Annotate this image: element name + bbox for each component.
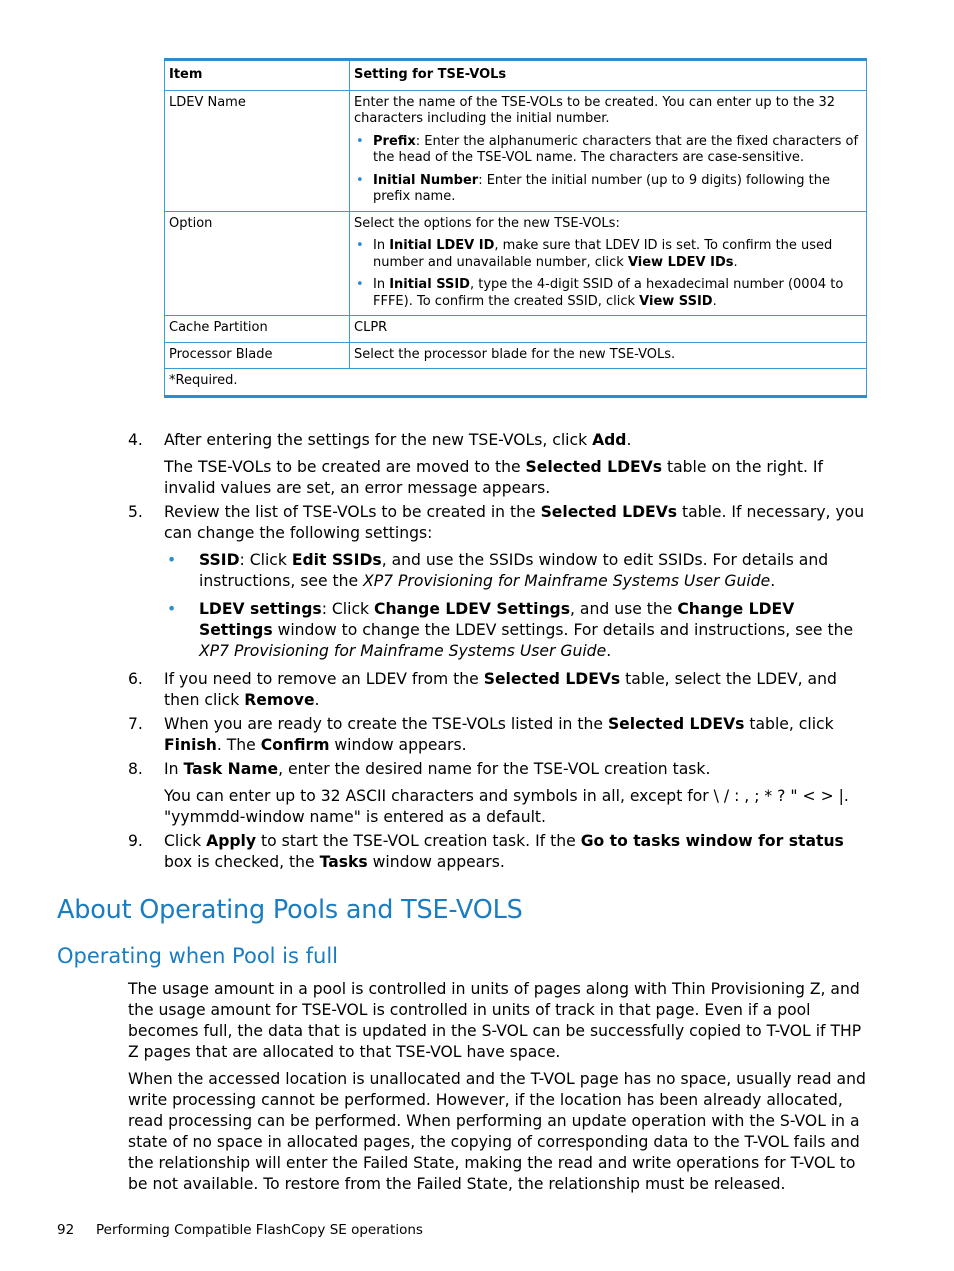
table-row — [165, 316, 867, 343]
list-item — [164, 550, 868, 592]
step-8 — [128, 759, 868, 828]
remove-term: Remove — [244, 691, 315, 709]
list-item — [164, 599, 868, 662]
ldev-name-list — [354, 134, 861, 206]
row-item-ldev-name: LDEV Name — [165, 90, 350, 211]
page-number: 92 — [57, 1222, 75, 1238]
confirm-term: Confirm — [260, 736, 330, 754]
section-title: About Operating Pools and TSE-VOLS — [57, 895, 523, 925]
text: window to change the LDEV settings. For details and instructions, see the — [272, 621, 854, 639]
row-setting-ldev-name — [350, 90, 867, 211]
list-item — [354, 238, 861, 271]
row-item-cache-partition: Cache Partition — [165, 316, 350, 343]
table-note-row — [165, 369, 867, 397]
text: When you are ready to create the TSE-VOLs listed in the — [164, 715, 608, 733]
step-detail — [164, 457, 868, 499]
selected-ldevs-term: Selected LDEVs — [483, 670, 621, 688]
tasks-term: Tasks — [319, 853, 368, 871]
view-ssid-term: View SSID — [639, 293, 713, 309]
step-6 — [128, 669, 868, 711]
step-9 — [128, 831, 868, 873]
initial-ssid-term: Initial SSID — [389, 277, 470, 292]
row-item-processor-blade: Processor Blade — [165, 342, 350, 369]
table-row — [165, 342, 867, 369]
step-detail: You can enter up to 32 ASCII characters and symbols in all, except for \ / : , ; * ? " < > |. "yymmdd-window name" is entered as a default. — [164, 787, 849, 826]
step-text — [164, 759, 868, 780]
view-ldev-ids-term: View LDEV IDs — [627, 254, 734, 270]
edit-ssids-term: Edit SSIDs — [291, 551, 382, 569]
page-footer — [57, 1222, 423, 1238]
step-number: 6. — [128, 670, 143, 688]
row-setting-processor-blade: Select the processor blade for the new TSE-VOLs. — [350, 342, 867, 369]
text: , enter the desired name for the TSE-VOL creation task. — [278, 760, 711, 778]
text: , and use the SSIDs window to edit SSIDs. For details and instructions, see the — [199, 551, 829, 590]
table-row — [165, 90, 867, 211]
step-7 — [128, 714, 868, 756]
text: . — [314, 691, 320, 709]
selected-ldevs-term: Selected LDEVs — [540, 503, 678, 521]
step-text — [164, 831, 868, 873]
step-number: 8. — [128, 760, 143, 778]
text: : Click — [239, 551, 292, 569]
prefix-text: : Enter the alphanumeric characters that are the fixed characters of the head of the TSE-VOL name. The characters are case-sensitive. — [373, 133, 859, 165]
guide-title: XP7 Provisioning for Mainframe Systems User Guide — [199, 642, 607, 660]
text: table, select the LDEV, and then click — [164, 670, 837, 709]
step-5 — [128, 502, 868, 662]
text: , make sure that LDEV ID is set. To confirm the used number and unavailable number, click — [373, 238, 833, 270]
text: Click — [164, 832, 207, 850]
procedure-steps — [128, 430, 868, 876]
text: In — [373, 238, 390, 253]
initial-ldev-id-term: Initial LDEV ID — [389, 238, 495, 253]
paragraph: When the accessed location is unallocated and the T-VOL page has no space, usually read and write processing cannot be performed. However, if the location has been already allocated, read processing can be performed. When performing an update operation with the S-VOL in a state of no space in allocated pages, the copying of corresponding data to the T-VOL fails and the relationship will enter the Failed State, making the read and write operations for T-VOL to be not available. To restore from the Failed State, the relationship must be released. — [128, 1070, 866, 1193]
text: table on the right. If invalid values are set, an error message appears. — [164, 458, 824, 497]
guide-title: XP7 Provisioning for Mainframe Systems User Guide — [363, 572, 771, 590]
step-number: 9. — [128, 832, 143, 850]
section-body — [128, 979, 870, 1201]
row-setting-option — [350, 211, 867, 316]
option-list — [354, 238, 861, 310]
settings-list — [164, 550, 868, 662]
column-header-setting: Setting for TSE-VOLs — [350, 60, 867, 91]
change-ldev-settings-window-term: Change LDEV Settings — [199, 600, 795, 639]
text: box is checked, the — [164, 853, 320, 871]
text: window appears. — [367, 853, 505, 871]
ldev-name-intro: Enter the name of the TSE-VOLs to be created. You can enter up to the 32 characters including the initial number. — [354, 94, 835, 126]
list-item — [354, 277, 861, 310]
go-to-tasks-term: Go to tasks window for status — [580, 832, 844, 850]
step-text — [164, 714, 868, 756]
row-setting-cache-partition: CLPR — [350, 316, 867, 343]
step-text — [164, 669, 868, 711]
column-header-item: Item — [165, 60, 350, 91]
text: , and use the — [570, 600, 678, 618]
step-number: 7. — [128, 715, 143, 733]
initial-number-term: Initial Number — [373, 172, 479, 188]
finish-term: Finish — [164, 736, 217, 754]
text: table. If necessary, you can change the following settings: — [164, 503, 865, 542]
ldev-settings-term: LDEV settings — [199, 600, 322, 618]
text: In — [373, 277, 390, 292]
text: to start the TSE-VOL creation task. If the — [256, 832, 581, 850]
text: . — [712, 293, 717, 309]
subsection-title: Operating when Pool is full — [57, 944, 338, 968]
text: After entering the settings for the new TSE-VOLs, click — [164, 431, 593, 449]
text: table, click — [744, 715, 834, 733]
table-row — [165, 211, 867, 316]
text: Review the list of TSE-VOLs to be created in the — [164, 503, 541, 521]
step-text — [164, 430, 868, 451]
text: The TSE-VOLs to be created are moved to the — [164, 458, 526, 476]
initial-number-text: : Enter the initial number (up to 9 digits) following the prefix name. — [373, 172, 830, 204]
row-item-option: Option — [165, 211, 350, 316]
option-intro: Select the options for the new TSE-VOLs: — [354, 215, 620, 231]
settings-table — [164, 58, 867, 398]
text: : Click — [321, 600, 375, 618]
task-name-term: Task Name — [183, 760, 279, 778]
prefix-term: Prefix — [373, 133, 416, 149]
text: . The — [216, 736, 261, 754]
step-number: 5. — [128, 503, 143, 521]
step-number: 4. — [128, 431, 143, 449]
text: In — [164, 760, 184, 778]
selected-ldevs-term: Selected LDEVs — [607, 715, 745, 733]
list-item — [354, 173, 861, 206]
text: If you need to remove an LDEV from the — [164, 670, 484, 688]
text: . — [606, 642, 612, 660]
text: window appears. — [329, 736, 467, 754]
text: . — [733, 254, 738, 270]
text: . — [626, 431, 632, 449]
text: , type the 4-digit SSID of a hexadecimal number (0004 to FFFE). To confirm the created SSID, click — [373, 277, 844, 309]
step-text — [164, 502, 868, 544]
table-note: *Required. — [165, 369, 867, 397]
paragraph: The usage amount in a pool is controlled in units of pages along with Thin Provisioning Z, and the usage amount for TSE-VOL is controlled in units of track in that page. Even if a pool becomes full, the data that is updated in the S-VOL can be successfully copied to T-VOL if THP Z pages that are allocated to that TSE-VOL have space. — [128, 980, 862, 1061]
ssid-term: SSID — [199, 551, 240, 569]
footer-chapter: Performing Compatible FlashCopy SE operations — [96, 1222, 423, 1238]
text: . — [770, 572, 776, 590]
change-ldev-settings-term: Change LDEV Settings — [374, 600, 570, 618]
selected-ldevs-term: Selected LDEVs — [525, 458, 663, 476]
table-header-row — [165, 60, 867, 91]
list-item — [354, 134, 861, 167]
step-4 — [128, 430, 868, 499]
apply-term: Apply — [206, 832, 257, 850]
add-term: Add — [592, 431, 627, 449]
